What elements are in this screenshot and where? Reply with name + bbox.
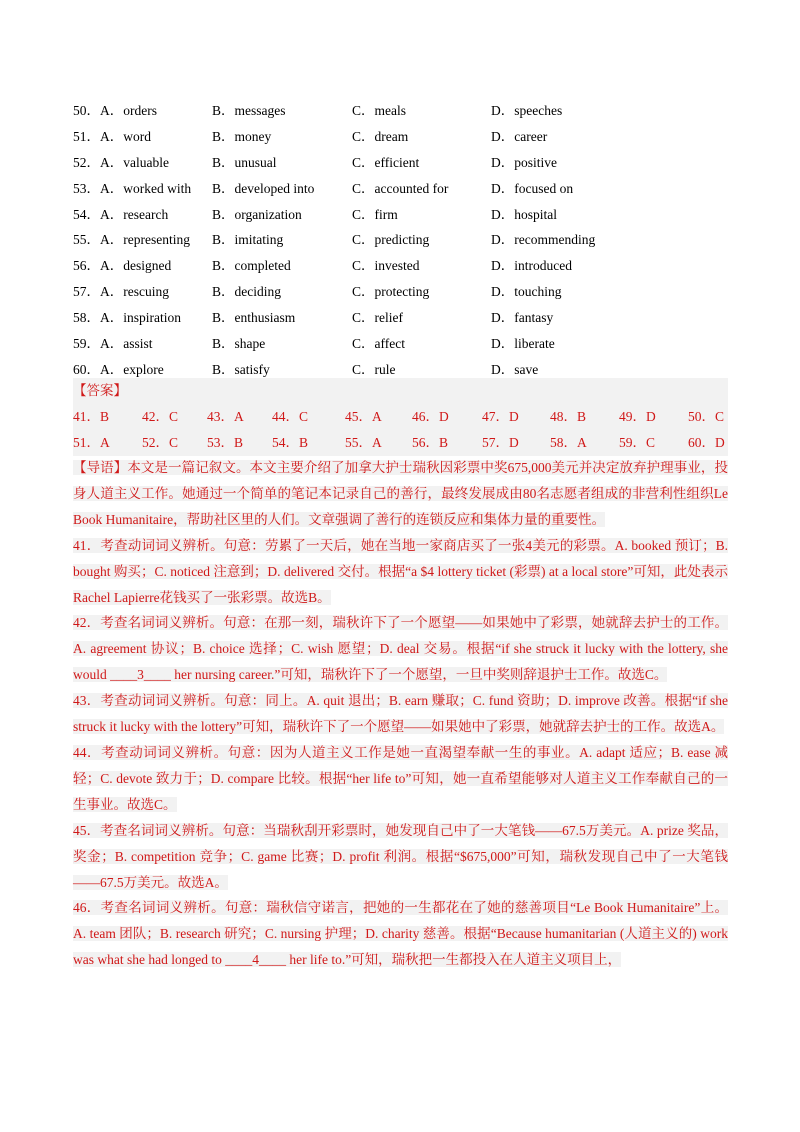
explanation-paragraph	[73, 818, 728, 896]
option-row	[73, 303, 733, 329]
option-b: B．completed	[212, 258, 291, 274]
option-a-text: A．orders	[100, 102, 157, 118]
option-a-text: A．research	[100, 206, 169, 222]
options-list	[73, 96, 733, 381]
answer-item: 45．A	[345, 409, 382, 424]
answer-item: 47．D	[482, 409, 519, 424]
option-b: B．satisfy	[212, 361, 270, 377]
option-c: C．relief	[352, 310, 403, 326]
option-c: C．affect	[352, 335, 405, 351]
answer-heading: 【答案】	[73, 378, 728, 404]
option-a: 59．A．assist	[73, 335, 153, 351]
option-a-text: A．assist	[100, 335, 153, 351]
option-d: D．recommending	[491, 232, 596, 248]
option-a-text: A．designed	[100, 258, 172, 274]
answer-item: 46．D	[412, 409, 449, 424]
option-d: D．save	[491, 361, 539, 377]
option-c: C．invested	[352, 258, 420, 274]
option-b: B．developed into	[212, 180, 315, 196]
option-row	[73, 251, 733, 277]
answer-item: 57．D	[482, 435, 519, 450]
option-d: D．touching	[491, 284, 562, 300]
option-b: B．imitating	[212, 232, 284, 248]
explanation-paragraph	[73, 533, 728, 611]
option-a: 50．A．orders	[73, 102, 157, 118]
explanation-text: 41．考查动词词义辨析。句意：劳累了一天后，她在当地一家商店买了一张4美元的彩票。A. booked 预订；B. bought 购买；C. noticed 注意到；D. delivered 交付。根据“a $4 lottery ticket (彩票) at a local store”可知，此处表示Rachel Lapierre花钱买了一张彩票。故选B。	[73, 537, 728, 605]
option-a-text: A．word	[100, 128, 151, 144]
option-row	[73, 225, 733, 251]
explanation-text: 44．考查动词词义辨析。句意：因为人道主义工作是她一直渴望奉献一生的事业。A. adapt 适应；B. ease 减轻；C. devote 致力于；D. compare 比较。根据“her life to”可知，她一直希望能够对人道主义工作奉献自己的一生事业。故选C。	[73, 744, 728, 812]
answer-item: 58．A	[550, 435, 587, 450]
option-row	[73, 122, 733, 148]
guide-paragraph	[73, 455, 728, 533]
answer-item: 48．B	[550, 409, 587, 424]
explanation-text: 42．考查名词词义辨析。句意：在那一刻，瑞秋许下了一个愿望——如果她中了彩票，她就辞去护士的工作。A. agreement 协议；B. choice 选择；C. wish 愿望；D. deal 交易。根据“if she struck it lucky with the lottery, she would ____3____ her nursing career.”可知，瑞秋许下了一个愿望，一旦中奖则辞退护士工作。故选C。	[73, 615, 728, 683]
option-a-text: A．worked with	[100, 180, 192, 196]
answer-item: 52．C	[142, 435, 179, 450]
option-a-text: A．representing	[100, 232, 190, 248]
option-a: 60．A．explore	[73, 361, 164, 377]
option-d: D．career	[491, 128, 548, 144]
option-d: D．hospital	[491, 206, 557, 222]
answer-item: 44．C	[272, 409, 309, 424]
option-b: B．organization	[212, 206, 302, 222]
explanation-paragraph	[73, 895, 728, 973]
option-c: C．meals	[352, 102, 406, 118]
option-d: D．introduced	[491, 258, 572, 274]
answer-item: 53．B	[207, 435, 244, 450]
option-row	[73, 96, 733, 122]
option-c: C．accounted for	[352, 180, 449, 196]
answer-item: 51．A	[73, 435, 110, 450]
option-row	[73, 329, 733, 355]
explanation-text: 46．考查名词词义辨析。句意：瑞秋信守诺言，把她的一生都花在了她的慈善项目“Le Book Humanitaire”上。A. team 团队；B. research 研究；C. nursing 护理；D. charity 慈善。根据“Because humanitarian (人道主义的) work was what she had longed to ____4____ her life to.”可知，瑞秋把一生都投入在人道主义项目上，	[73, 900, 728, 968]
option-row	[73, 200, 733, 226]
option-c: C．protecting	[352, 284, 430, 300]
option-b: B．unusual	[212, 154, 277, 170]
option-a: 58．A．inspiration	[73, 310, 181, 326]
option-b: B．deciding	[212, 284, 281, 300]
option-d: D．positive	[491, 154, 557, 170]
explanation-text: 45．考查名词词义辨析。句意：当瑞秋刮开彩票时，她发现自己中了一大笔钱——67.5万美元。A. prize 奖品，奖金；B. competition 竞争；C. game 比赛；D. profit 利润。根据“$675,000”可知，瑞秋发现自己中了一大笔钱——67.5万美元。故选A。	[73, 822, 728, 890]
answer-item: 55．A	[345, 435, 382, 450]
option-c: C．efficient	[352, 154, 420, 170]
option-row	[73, 174, 733, 200]
option-d: D．liberate	[491, 335, 555, 351]
option-d: D．fantasy	[491, 310, 554, 326]
option-b: B．enthusiasm	[212, 310, 296, 326]
option-row	[73, 148, 733, 174]
answer-item: 50．C	[688, 409, 725, 424]
option-c: C．firm	[352, 206, 398, 222]
option-b: B．money	[212, 128, 272, 144]
explanation-text: 43．考查动词词义辨析。句意：同上。A. quit 退出；B. earn 赚取；C. fund 资助；D. improve 改善。根据“if she struck it lucky with the lottery”可知，瑞秋许下了一个愿望——如果她中了彩票，她就辞去护士的工作。故选A。	[73, 693, 728, 735]
option-a: 51．A．word	[73, 128, 151, 144]
answer-item: 49．D	[619, 409, 656, 424]
option-d: D．speeches	[491, 102, 563, 118]
option-a-text: A．rescuing	[100, 284, 169, 300]
answer-item: 60．D	[688, 435, 725, 450]
option-c: C．rule	[352, 361, 396, 377]
explanation-paragraph	[73, 610, 728, 688]
answer-row-1	[73, 404, 728, 430]
answer-row-2	[73, 430, 728, 456]
option-row	[73, 277, 733, 303]
option-a: 53．A．worked with	[73, 180, 192, 196]
answer-item: 41．B	[73, 409, 110, 424]
explanations	[73, 455, 728, 973]
explanation-paragraph	[73, 688, 728, 740]
option-b: B．messages	[212, 102, 286, 118]
answer-section	[73, 378, 728, 456]
option-row	[73, 355, 733, 381]
option-d: D．focused on	[491, 180, 574, 196]
option-a-text: A．inspiration	[100, 310, 181, 326]
explanation-paragraph	[73, 740, 728, 818]
answer-item: 42．C	[142, 409, 179, 424]
option-a-text: A．explore	[100, 361, 164, 377]
option-c: C．dream	[352, 128, 409, 144]
option-a: 57．A．rescuing	[73, 284, 169, 300]
option-b: B．shape	[212, 335, 266, 351]
option-a: 54．A．research	[73, 206, 169, 222]
option-a: 55．A．representing	[73, 232, 190, 248]
option-a: 56．A．designed	[73, 258, 172, 274]
option-a: 52．A．valuable	[73, 154, 169, 170]
answer-item: 59．C	[619, 435, 656, 450]
answer-item: 56．B	[412, 435, 449, 450]
option-c: C．predicting	[352, 232, 430, 248]
option-a-text: A．valuable	[100, 154, 169, 170]
answer-item: 54．B	[272, 435, 309, 450]
answer-item: 43．A	[207, 409, 244, 424]
explanation-text: 【导语】本文是一篇记叙文。本文主要介绍了加拿大护士瑞秋因彩票中奖675,000美元并决定放弃护理事业，投身人道主义工作。她通过一个简单的笔记本记录自己的善行，最终发展成由80名志愿者组成的非营利性组织Le Book Humanitaire，帮助社区里的人们。文章强调了善行的连锁反应和集体力量的重要性。	[73, 460, 728, 527]
